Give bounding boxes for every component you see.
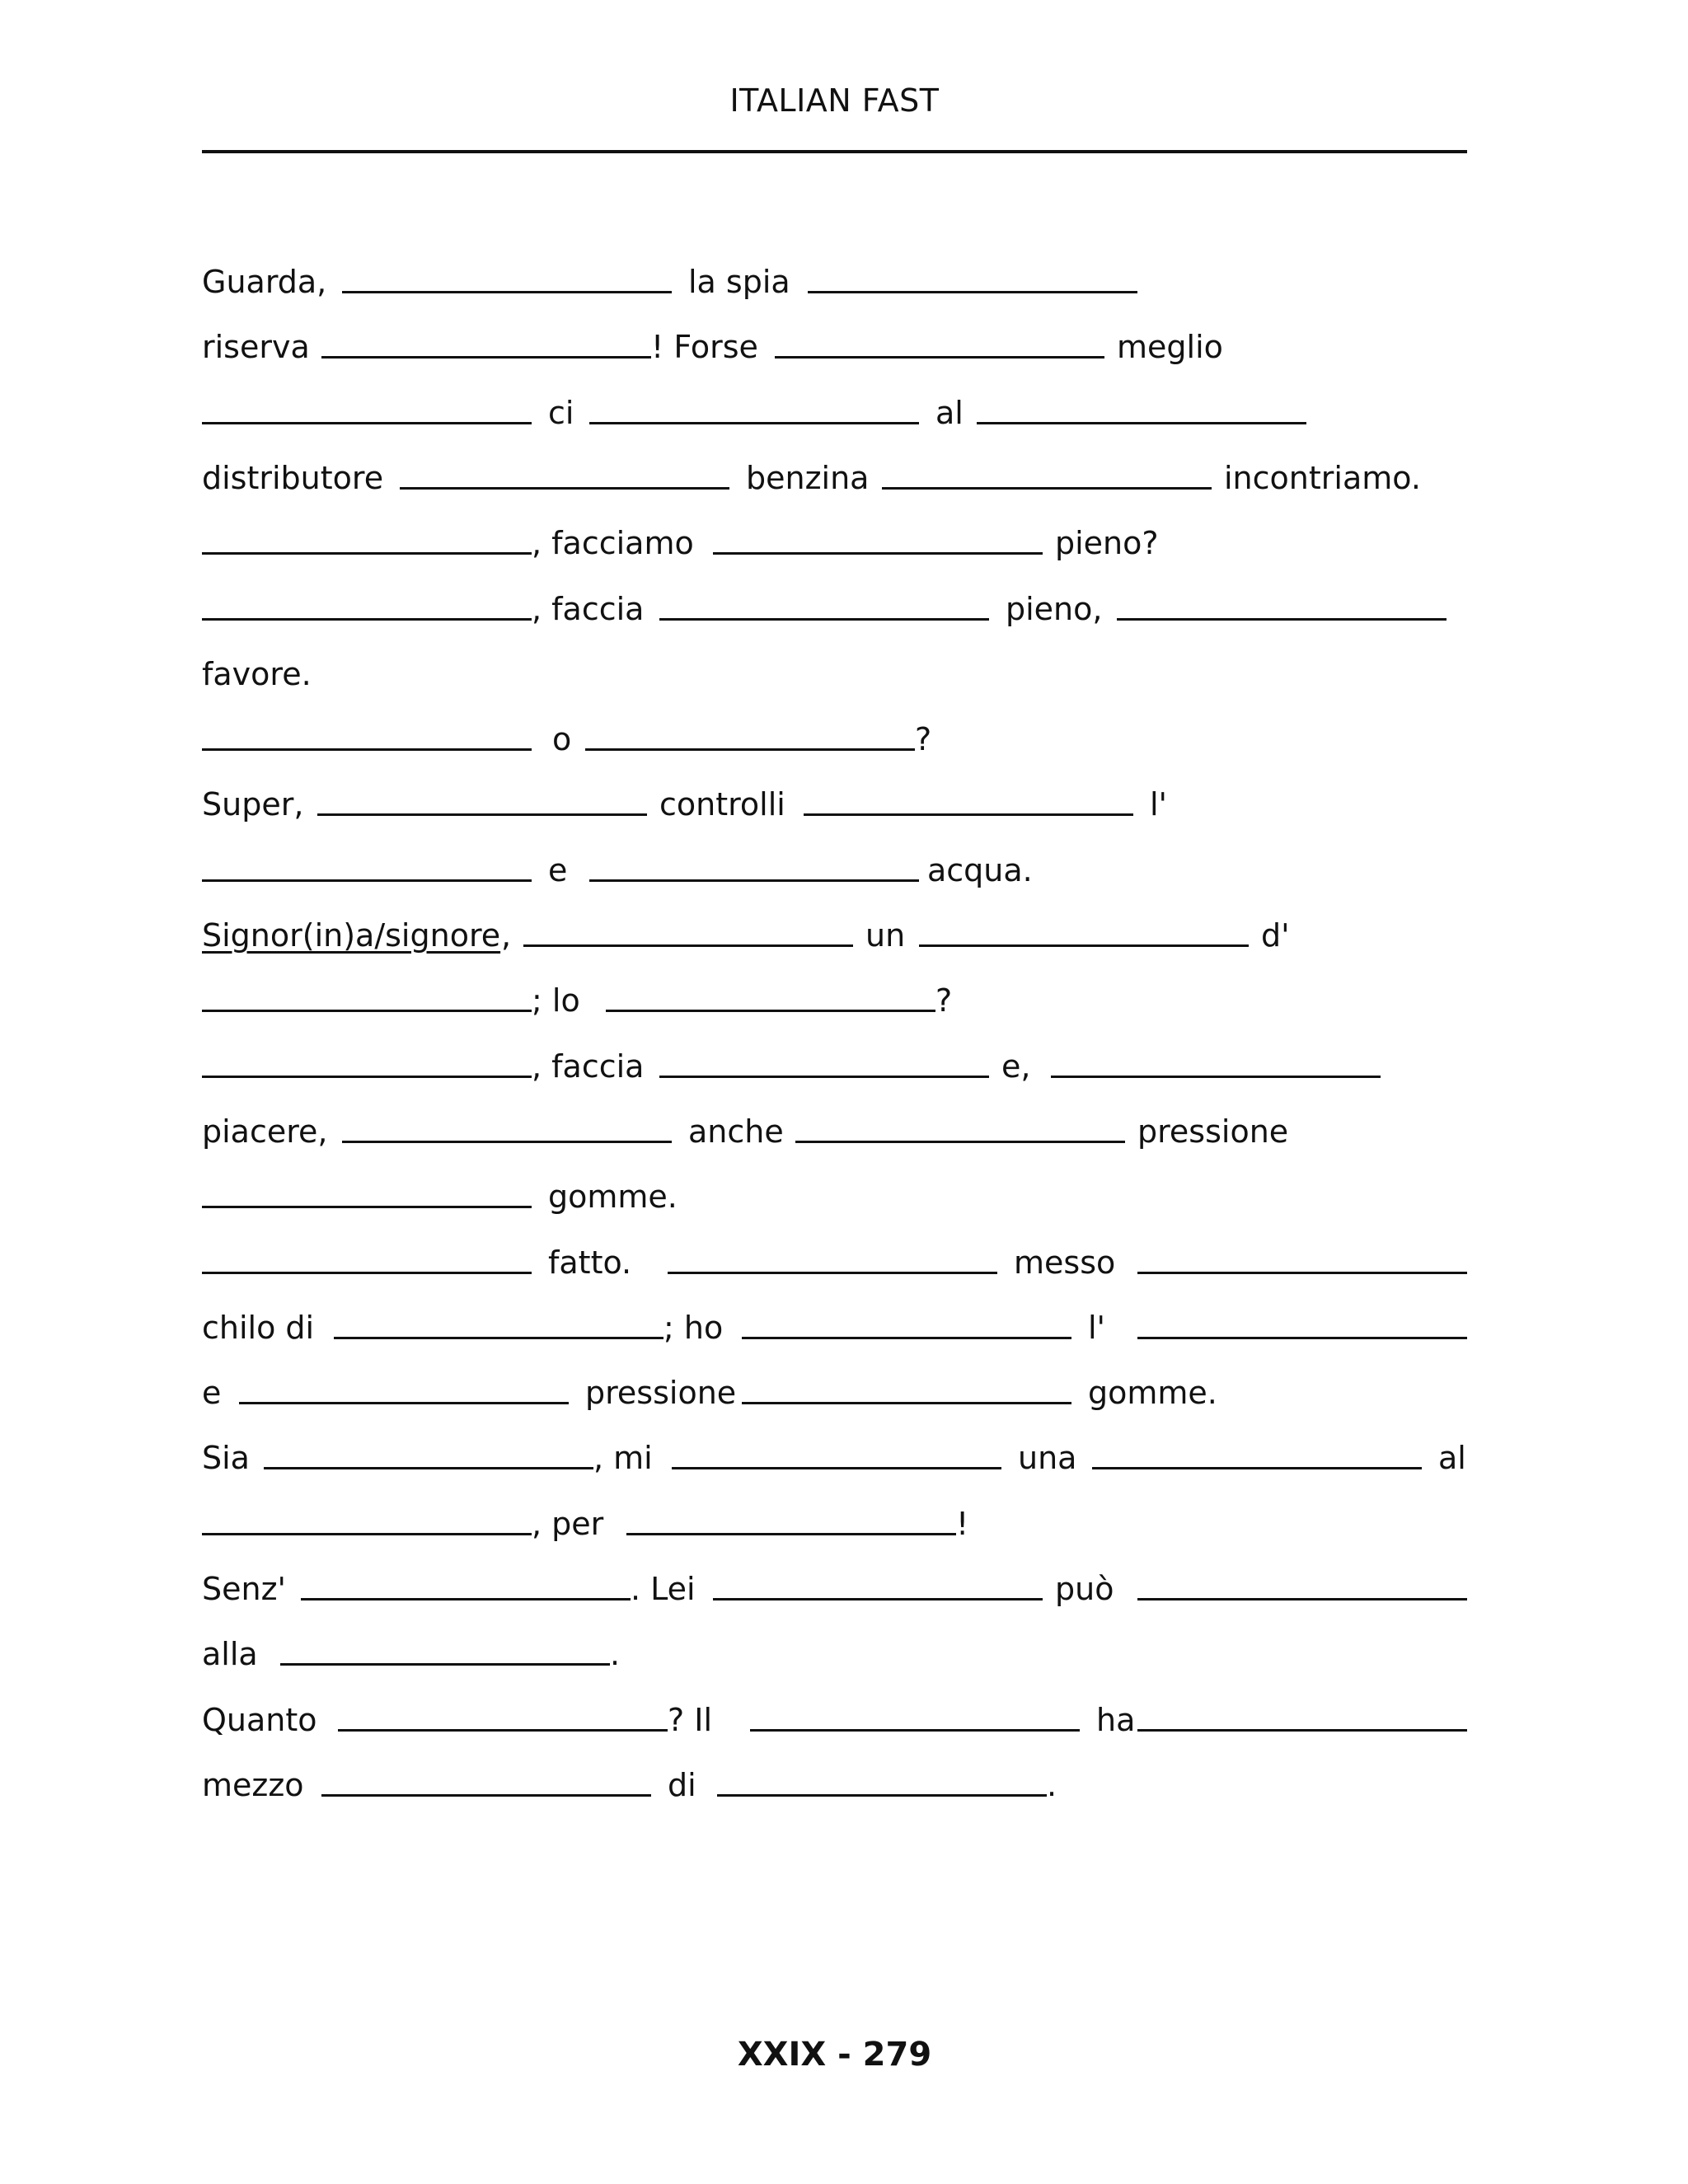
prompt-text: e, bbox=[1001, 1048, 1031, 1085]
prompt-text: Quanto bbox=[202, 1702, 317, 1738]
answer-blank[interactable] bbox=[589, 879, 919, 882]
answer-blank[interactable] bbox=[882, 487, 1212, 490]
prompt-text: può bbox=[1055, 1571, 1114, 1607]
prompt-text: una bbox=[1018, 1440, 1077, 1476]
answer-blank[interactable] bbox=[264, 1467, 593, 1469]
prompt-text: distributore bbox=[202, 460, 384, 496]
answer-blank[interactable] bbox=[808, 291, 1137, 293]
prompt-text: piacere, bbox=[202, 1113, 328, 1150]
prompt-text: fatto. bbox=[548, 1244, 632, 1281]
prompt-text: ci bbox=[548, 395, 574, 431]
header-rule bbox=[202, 150, 1467, 153]
answer-blank[interactable] bbox=[202, 748, 532, 751]
prompt-text: alla bbox=[202, 1636, 258, 1672]
prompt-text: la spia bbox=[688, 264, 790, 300]
prompt-text: ? Il bbox=[668, 1702, 713, 1738]
prompt-text: meglio bbox=[1117, 329, 1223, 365]
prompt-text: e bbox=[202, 1375, 222, 1411]
answer-blank[interactable] bbox=[1137, 1729, 1467, 1732]
prompt-text: acqua. bbox=[927, 852, 1033, 888]
prompt-text: Senz' bbox=[202, 1571, 286, 1607]
answer-blank[interactable] bbox=[626, 1533, 956, 1535]
answer-blank[interactable] bbox=[1137, 1337, 1467, 1339]
answer-blank[interactable] bbox=[202, 879, 532, 882]
prompt-text: . bbox=[610, 1636, 621, 1672]
answer-blank[interactable] bbox=[342, 1141, 672, 1143]
prompt-text: , faccia bbox=[532, 1048, 645, 1085]
answer-blank[interactable] bbox=[1092, 1467, 1422, 1469]
prompt-text: ha bbox=[1096, 1702, 1136, 1738]
prompt-text: . bbox=[1047, 1767, 1057, 1803]
answer-blank[interactable] bbox=[713, 552, 1043, 555]
answer-blank[interactable] bbox=[202, 1206, 532, 1208]
prompt-text: pieno, bbox=[1006, 591, 1103, 627]
answer-blank[interactable] bbox=[977, 422, 1306, 424]
answer-blank[interactable] bbox=[202, 618, 532, 621]
answer-blank[interactable] bbox=[342, 291, 672, 293]
prompt-text: anche bbox=[688, 1113, 784, 1150]
prompt-text: Guarda, bbox=[202, 264, 327, 300]
prompt-text: un bbox=[865, 917, 906, 954]
prompt-text: pressione bbox=[1137, 1113, 1289, 1150]
prompt-text: messo bbox=[1014, 1244, 1116, 1281]
prompt-text: Sia bbox=[202, 1440, 250, 1476]
prompt-text: ? bbox=[915, 721, 932, 757]
answer-blank[interactable] bbox=[742, 1402, 1071, 1404]
answer-blank[interactable] bbox=[1051, 1076, 1381, 1078]
answer-blank[interactable] bbox=[606, 1010, 935, 1012]
prompt-text: ! bbox=[956, 1506, 969, 1542]
answer-blank[interactable] bbox=[804, 813, 1133, 816]
prompt-text: , bbox=[501, 917, 512, 954]
prompt-text: pressione bbox=[585, 1375, 737, 1411]
answer-blank[interactable] bbox=[589, 422, 919, 424]
answer-blank[interactable] bbox=[321, 1794, 651, 1797]
prompt-text: ! Forse bbox=[651, 329, 758, 365]
prompt-text: gomme. bbox=[548, 1179, 678, 1215]
answer-blank[interactable] bbox=[301, 1598, 631, 1601]
prompt-text: al bbox=[1438, 1440, 1466, 1476]
answer-blank[interactable] bbox=[334, 1337, 663, 1339]
prompt-text: . Lei bbox=[631, 1571, 696, 1607]
answer-blank[interactable] bbox=[338, 1729, 668, 1732]
answer-blank[interactable] bbox=[280, 1663, 610, 1666]
answer-blank[interactable] bbox=[672, 1467, 1001, 1469]
answer-blank[interactable] bbox=[795, 1141, 1125, 1143]
answer-blank[interactable] bbox=[321, 356, 651, 359]
prompt-text: riserva bbox=[202, 329, 310, 365]
prompt-text: , facciamo bbox=[532, 525, 694, 561]
prompt-text: l' bbox=[1088, 1310, 1106, 1346]
answer-blank[interactable] bbox=[202, 1272, 532, 1274]
answer-blank[interactable] bbox=[668, 1272, 997, 1274]
prompt-text: , faccia bbox=[532, 591, 645, 627]
prompt-text: d' bbox=[1261, 917, 1290, 954]
prompt-text: controlli bbox=[659, 786, 785, 823]
answer-blank[interactable] bbox=[1137, 1272, 1467, 1274]
prompt-text: e bbox=[548, 852, 568, 888]
answer-blank[interactable] bbox=[585, 748, 915, 751]
answer-blank[interactable] bbox=[1137, 1598, 1467, 1601]
answer-blank[interactable] bbox=[317, 813, 647, 816]
prompt-text: ; ho bbox=[663, 1310, 724, 1346]
prompt-text: al bbox=[935, 395, 964, 431]
prompt-text: favore. bbox=[202, 656, 312, 692]
answer-blank[interactable] bbox=[523, 944, 853, 947]
prompt-text: ? bbox=[935, 982, 953, 1019]
prompt-text: chilo di bbox=[202, 1310, 315, 1346]
answer-blank[interactable] bbox=[717, 1794, 1047, 1797]
prompt-text: Super, bbox=[202, 786, 304, 823]
prompt-text: mezzo bbox=[202, 1767, 304, 1803]
answer-blank[interactable] bbox=[202, 552, 532, 555]
answer-blank[interactable] bbox=[202, 1010, 532, 1012]
prompt-text: Signor(in)a/signore bbox=[202, 917, 501, 954]
answer-blank[interactable] bbox=[400, 487, 729, 490]
prompt-text: incontriamo. bbox=[1224, 460, 1421, 496]
answer-blank[interactable] bbox=[659, 1076, 989, 1078]
answer-blank[interactable] bbox=[202, 1076, 532, 1078]
answer-blank[interactable] bbox=[750, 1729, 1080, 1732]
answer-blank[interactable] bbox=[775, 356, 1104, 359]
prompt-text: gomme. bbox=[1088, 1375, 1217, 1411]
prompt-text: benzina bbox=[746, 460, 870, 496]
answer-blank[interactable] bbox=[742, 1337, 1071, 1339]
answer-blank[interactable] bbox=[202, 1533, 532, 1535]
prompt-text: pieno? bbox=[1055, 525, 1159, 561]
prompt-text: , per bbox=[532, 1506, 604, 1542]
prompt-text: ; lo bbox=[532, 982, 580, 1019]
answer-blank[interactable] bbox=[239, 1402, 569, 1404]
prompt-text: , mi bbox=[593, 1440, 653, 1476]
page-header-title: ITALIAN FAST bbox=[729, 82, 940, 119]
page-number: XXIX - 279 bbox=[737, 2036, 932, 2074]
answer-blank[interactable] bbox=[659, 618, 989, 621]
answer-blank[interactable] bbox=[713, 1598, 1043, 1601]
prompt-text: o bbox=[552, 721, 572, 757]
prompt-text: l' bbox=[1150, 786, 1168, 823]
answer-blank[interactable] bbox=[1117, 618, 1447, 621]
answer-blank[interactable] bbox=[919, 944, 1249, 947]
prompt-text: di bbox=[668, 1767, 696, 1803]
answer-blank[interactable] bbox=[202, 422, 532, 424]
